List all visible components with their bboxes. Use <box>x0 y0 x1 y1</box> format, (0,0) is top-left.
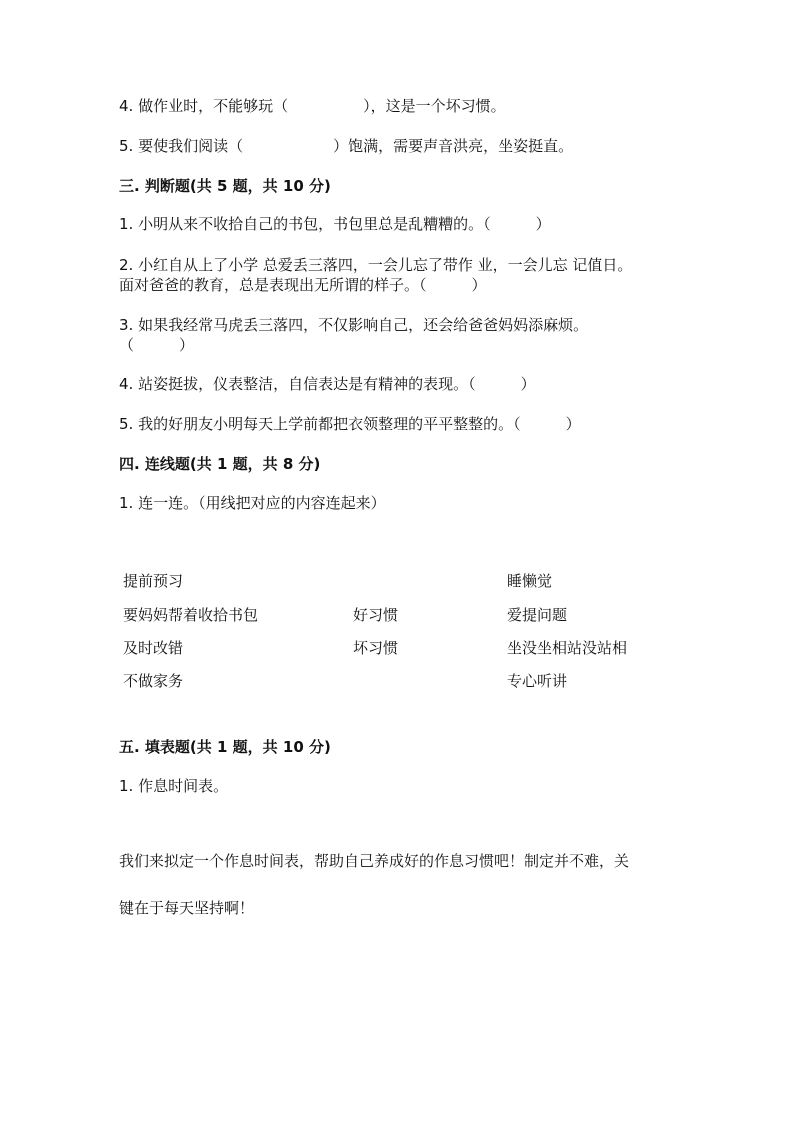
fill-blank-question-5: 5. 要使我们阅读（ ）饱满，需要声音洪亮，坐姿挺直。 <box>119 137 574 155</box>
judge-question-3-line-1: 3. 如果我经常马虎丢三落四，不仅影响自己，还会给爸爸妈妈添麻烦。 <box>119 316 589 334</box>
judge-question-4: 4. 站姿挺拔，仪表整洁，自信表达是有精神的表现。（ ） <box>119 375 536 393</box>
match-right-item: 睡懒觉 <box>507 572 553 590</box>
match-middle-item: 好习惯 <box>353 606 399 624</box>
match-section-heading: 四. 连线题(共 1 题，共 8 分) <box>119 455 321 473</box>
table-question-1: 1. 作息时间表。 <box>119 777 229 795</box>
fill-blank-question-4: 4. 做作业时，不能够玩（ ），这是一个坏习惯。 <box>119 97 506 115</box>
table-paragraph-line-1: 我们来拟定一个作息时间表，帮助自己养成好的作息习惯吧！制定并不难，关 <box>119 852 630 870</box>
judge-question-3-line-2: （ ） <box>119 336 195 354</box>
match-right-item: 爱提问题 <box>507 606 568 624</box>
match-right-item: 坐没坐相站没站相 <box>507 639 628 657</box>
match-question-1: 1. 连一连。（用线把对应的内容连起来） <box>119 494 386 512</box>
table-paragraph-line-2: 键在于每天坚持啊！ <box>119 899 255 917</box>
match-left-item: 提前预习 <box>123 572 184 590</box>
match-left-item: 要妈妈帮着收拾书包 <box>123 606 259 624</box>
judge-section-heading: 三. 判断题(共 5 题，共 10 分) <box>119 177 331 195</box>
match-left-item: 及时改错 <box>123 639 184 657</box>
judge-question-2-line-2: 面对爸爸的教育，总是表现出无所谓的样子。（ ） <box>119 276 487 294</box>
match-middle-item: 坏习惯 <box>353 639 399 657</box>
match-left-item: 不做家务 <box>123 672 184 690</box>
judge-question-5: 5. 我的好朋友小明每天上学前都把衣领整理的平平整整的。（ ） <box>119 415 581 433</box>
table-section-heading: 五. 填表题(共 1 题，共 10 分) <box>119 738 331 756</box>
judge-question-1: 1. 小明从来不收拾自己的书包，书包里总是乱糟糟的。（ ） <box>119 215 551 233</box>
match-right-item: 专心听讲 <box>507 672 568 690</box>
judge-question-2-line-1: 2. 小红自从上了小学 总爱丢三落四，一会儿忘了带作 业，一会儿忘 记值日。 <box>119 256 633 274</box>
